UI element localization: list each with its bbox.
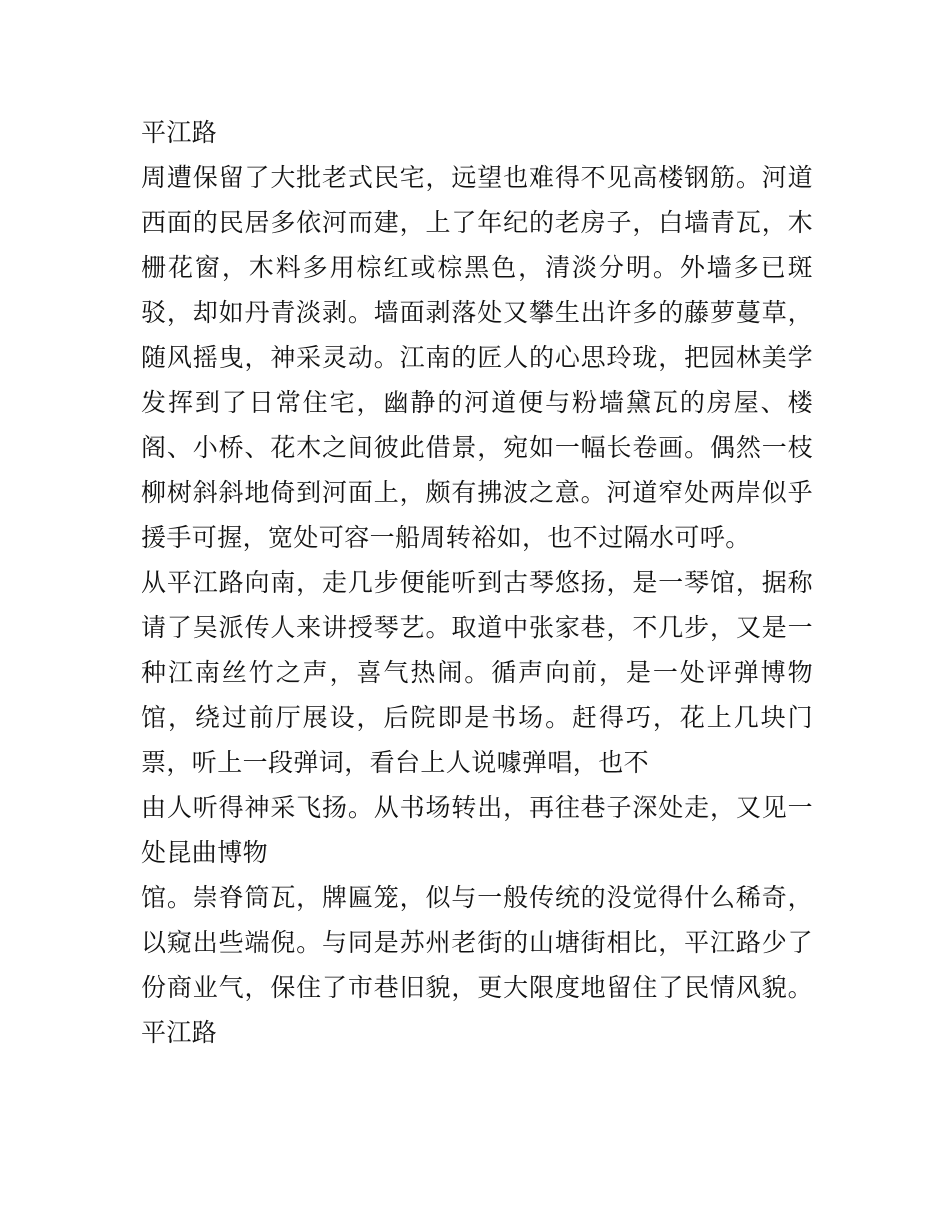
document-body: [141, 110, 813, 1055]
paragraph-2: 从平江路向南，走几步便能听到古琴悠扬，是一琴馆，据称请了吴派传人来讲授琴艺。取道中张家巷，不几步，又是一种江南丝竹之声，喜气热闹。循声向前，是一处评弹博物馆，绕过前厅展设，后院即是书场。赶得巧，花上几块门票，听上一段弹词，看台上人说噱弹唱，也不: [141, 568, 813, 777]
paragraph-3: 由人听得神采飞扬。从书场转出，再往巷子深处走，又见一处昆曲博物: [141, 793, 813, 867]
paragraph-1: 周遭保留了大批老式民宅，远望也难得不见高楼钢筋。河道西面的民居多依河而建，上了年纪的老房子，白墙青瓦，木栅花窗，木料多用棕红或棕黑色，清淡分明。外墙多已斑驳，却如丹青淡剥。墙面剥落处又攀生出许多的藤萝蔓草，随风摇曳，神采灵动。江南的匠人的心思玲珑，把园林美学发挥到了日常住宅，幽静的河道便与粉墙黛瓦的房屋、楼阁、小桥、花木之间彼此借景，宛如一幅长卷画。偶然一枝柳树斜斜地倚到河面上，颇有拂波之意。河道窄处两岸似乎援手可握，宽处可容一船周转裕如，也不过隔水可呼。: [141, 163, 813, 552]
document-title: 平江路: [141, 118, 218, 147]
paragraph-4: 馆。崇脊筒瓦，牌匾笼，似与一般传统的没觉得什么稀奇，以窥出些端倪。与同是苏州老街的山塘街相比，平江路少了份商业气，保住了市巷旧貌，更大限度地留住了民情风貌。平江路: [141, 883, 813, 1047]
